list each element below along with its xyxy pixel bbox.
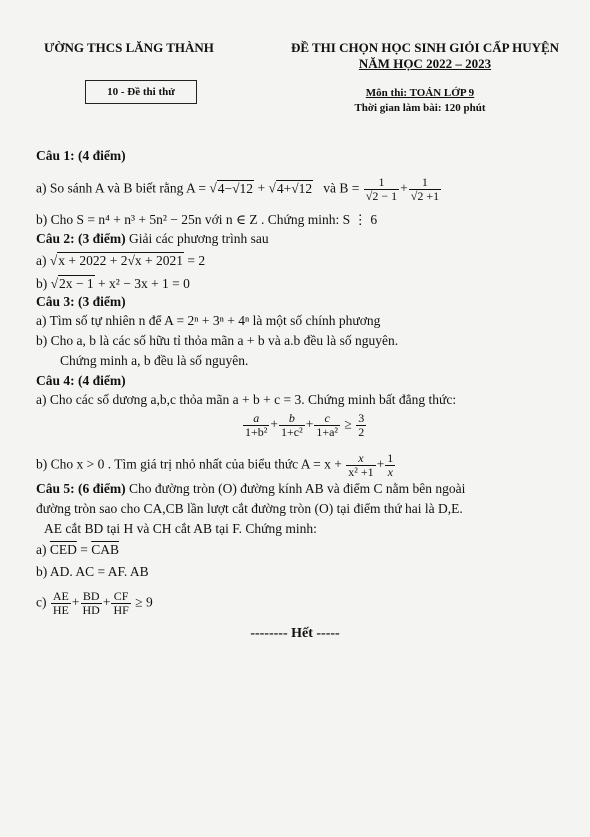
- frac-den: HF: [113, 603, 129, 617]
- q2-a-rad: x + 2022 + 2√x + 2021: [58, 253, 184, 268]
- q2-title: Câu 2: (3 điểm): [36, 231, 126, 246]
- q4-b: [36, 452, 396, 479]
- q4-b-text: b) Cho x > 0 . Tìm giá trị nhỏ nhất của biểu thức A = x +: [36, 456, 342, 472]
- q5-a-label: a): [36, 542, 47, 557]
- q2-b-label: b): [36, 276, 48, 291]
- frac-num: x: [346, 452, 375, 466]
- frac-num: b: [279, 412, 305, 426]
- frac-den: 1+b²: [245, 425, 268, 439]
- q5-c-label: c): [36, 594, 47, 610]
- q5-line2: đường tròn sao cho CA,CB lần lượt cắt đường tròn (O) tại điểm thứ hai là D,E.: [36, 501, 463, 516]
- exam-title: ĐỀ THI CHỌN HỌC SINH GIỎI CẤP HUYỆN: [290, 40, 560, 55]
- q5-c: c) $\frac{AE}{HE}$ + $\frac{BD}{HD}$ + $\frac{CF}{HF}$ ≥ 9: [36, 589, 153, 617]
- plus-sign: +: [376, 456, 385, 472]
- frac-den: √2 − 1: [365, 189, 398, 203]
- q2-title-line: [36, 231, 269, 247]
- q4-a: a) Cho các số dương a,b,c thỏa mãn a + b + c = 3. Chứng minh bất đẳng thức:: [36, 392, 457, 407]
- plus-sign: +: [270, 416, 278, 432]
- q5-frac3: [111, 590, 130, 617]
- frac-num: AE: [52, 589, 69, 603]
- frac-num: c: [314, 412, 340, 426]
- q4-title: Câu 4: (4 điểm): [36, 373, 126, 388]
- q1-a-and: và B =: [323, 180, 360, 196]
- q4-frac-c: [314, 412, 340, 439]
- q2-title-rest: Giải các phương trình sau: [125, 231, 269, 246]
- end-marker: -------- Hết -----: [250, 626, 340, 641]
- q2-b-rad: 2x − 1: [59, 276, 94, 291]
- q1-a-text: a) So sánh A và B biết rằng A =: [36, 180, 206, 196]
- frac-num: 1: [387, 451, 394, 465]
- q1-b-frac2: [409, 176, 441, 203]
- school-year: NĂM HỌC 2022 – 2023: [358, 56, 492, 71]
- frac-num: 3: [358, 411, 365, 425]
- plus-sign: +: [305, 416, 314, 432]
- q1-b: b) Cho S = n⁴ + n³ + 5n² − 25n với n ∈ Z . Chứng minh: S ⋮ 6: [36, 212, 378, 227]
- q2-a-label: a): [36, 253, 47, 268]
- frac-den: x² +1: [348, 465, 374, 479]
- frac-den: √2 +1: [410, 189, 440, 203]
- frac-num: 1: [409, 176, 441, 190]
- q2-b-rest: + x² − 3x + 1 = 0: [94, 276, 190, 291]
- q5-line3: AE cắt BD tại H và CH cắt AB tại F. Chứng minh:: [44, 521, 317, 536]
- q4-frac-a: [243, 412, 269, 439]
- q4-frac-rhs: [356, 412, 366, 439]
- frac-den: HE: [52, 603, 69, 617]
- q1-a-rad2: 4+√12: [276, 180, 313, 196]
- ge-nine: ≥ 9: [131, 594, 153, 610]
- q4-b-frac2: [385, 452, 395, 479]
- q1-title: Câu 1: (4 điểm): [36, 148, 126, 163]
- q5-frac2: [81, 590, 102, 617]
- exam-heading: [290, 40, 560, 72]
- angle-cab: $\overline{CAB}$: [91, 542, 120, 557]
- subject-title: Môn thi: TOÁN LỚP 9: [365, 87, 475, 99]
- q1-a-rad1: 4−√12: [217, 180, 254, 196]
- frac-num: a: [243, 412, 269, 426]
- q3-a: a) Tìm số tự nhiên n để A = 2ⁿ + 3ⁿ + 4ⁿ là một số chính phương: [36, 313, 381, 328]
- q2-a-rhs: = 2: [184, 253, 206, 268]
- frac-den: 1+a²: [316, 425, 339, 439]
- q4-b-frac1: [346, 452, 375, 479]
- time-limit: Thời gian làm bài: 120 phút: [354, 102, 486, 114]
- q3-b: b) Cho a, b là các số hữu tỉ thỏa mãn a + b và a.b đều là số nguyên.: [36, 333, 399, 348]
- q4-inequality: [242, 412, 367, 439]
- q1-a-plus: +: [257, 180, 266, 196]
- exam-code-box: 10 - Đề thi thử: [85, 80, 197, 104]
- q5-frac1: [51, 590, 71, 617]
- q1-b-frac1: [364, 176, 399, 203]
- school-name: ƯỜNG THCS LĂNG THÀNH: [44, 40, 214, 55]
- angle-ced: $\overline{CED}$: [49, 542, 77, 557]
- q3-title: Câu 3: (3 điểm): [36, 294, 126, 309]
- eq-sign: =: [76, 542, 92, 557]
- frac-den: 1+c²: [281, 425, 303, 439]
- q5-a: [36, 542, 119, 558]
- ge-sign: ≥: [344, 416, 352, 432]
- frac-den: HD: [82, 603, 100, 617]
- q5-line1-rest: Cho đường tròn (O) đường kính AB và điểm C nằm bên ngoài: [125, 481, 466, 496]
- q1-a: a) So sánh A và B biết rằng A = √4−√12 + √4+√12 và B = $\frac{1}{√2 - 1}$ + $\frac{1}{√2 +1}$: [36, 175, 440, 203]
- q3-b-2: Chứng minh a, b đều là số nguyên.: [60, 353, 249, 368]
- frac-den: x: [387, 465, 393, 479]
- subject-info: [335, 86, 505, 116]
- frac-num: CF: [111, 590, 130, 604]
- q2-b: b) √2x − 1 + x² − 3x + 1 = 0: [36, 276, 190, 291]
- q5-b: b) AD. AC = AF. AB: [36, 564, 149, 579]
- frac-num: 1: [364, 176, 399, 190]
- q2-a: a) √x + 2022 + 2√x + 2021 = 2: [36, 253, 206, 268]
- frac-den: 2: [358, 425, 365, 439]
- q4-frac-b: [279, 412, 305, 439]
- frac-num: BD: [81, 590, 102, 604]
- q5-title: Câu 5: (6 điểm): [36, 481, 126, 496]
- q5-line1: [36, 481, 465, 497]
